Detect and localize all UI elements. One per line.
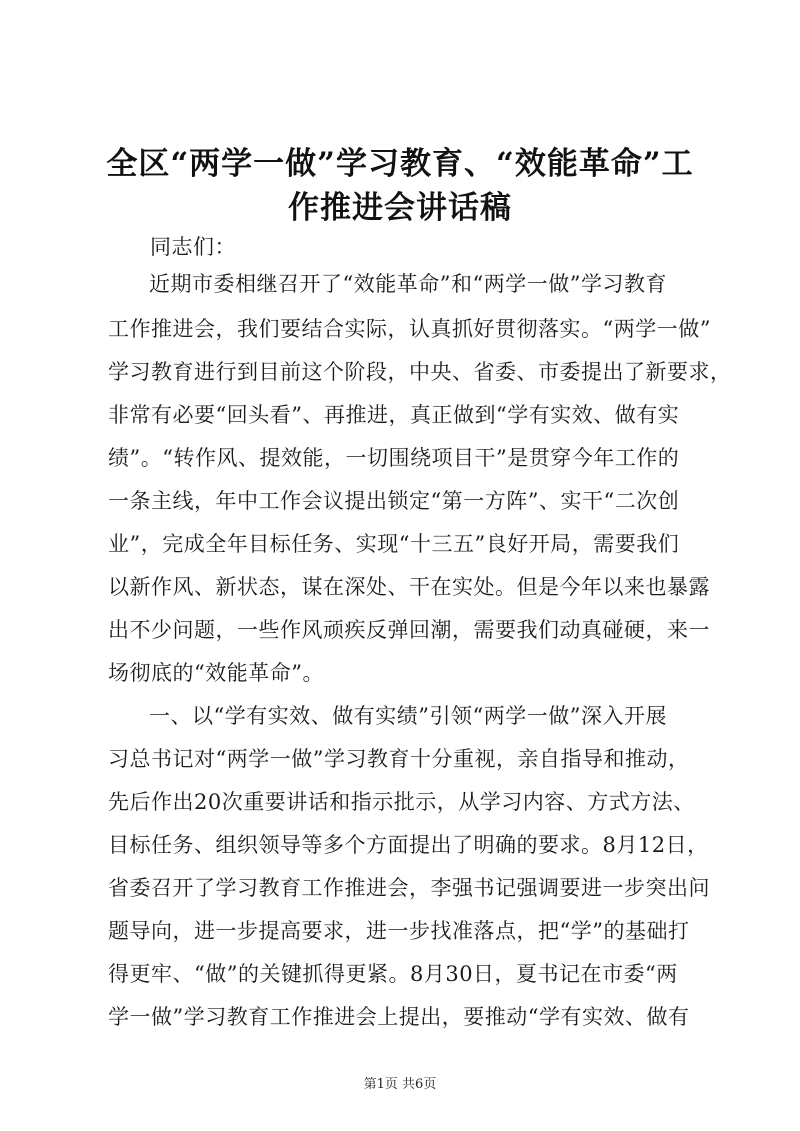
body-line: 场彻底的“效能革命”。 [108, 661, 324, 685]
body-line: 学习教育进行到目前这个阶段，中央、省委、市委提出了新要求， [108, 360, 732, 384]
body-line: 工作推进会，我们要结合实际，认真抓好贯彻落实。“两学一做” [108, 317, 711, 341]
body-line: 目标任务、组织领导等多个方面提出了明确的要求。8月12日， [108, 833, 709, 857]
body-line: 省委召开了学习教育工作推进会，李强书记强调要进一步突出问 [108, 876, 710, 900]
body-line: 出不少问题，一些作风顽疾反弹回潮，需要我们动真碰硬，来一 [108, 618, 710, 642]
body-line: 学一做”学习教育工作推进会上提出，要推动“学有实效、做有 [108, 1005, 690, 1029]
document-title [100, 142, 700, 230]
body-line: 绩”。“转作风、提效能，一切围绕项目干”是贯穿今年工作的 [108, 446, 680, 470]
body-line: 非常有必要“回头看”、再推进，真正做到“学有实效、做有实 [108, 403, 680, 427]
body-line: 题导向，进一步提高要求，进一步找准落点，把“学”的基础打 [108, 919, 690, 943]
title-line-2: 作推进会讲话稿 [288, 190, 512, 226]
body-line: 一条主线，年中工作会议提出锁定“第一方阵”、实干“二次创 [108, 489, 680, 513]
body-line: 以新作风、新状态，谋在深处、干在实处。但是今年以来也暴露 [108, 575, 710, 599]
greeting: 同志们： [150, 235, 236, 259]
body-line: 业”，完成全年目标任务、实现“十三五”良好开局，需要我们 [108, 532, 680, 556]
body-line: 先后作出20次重要讲话和指示批示，从学习内容、方式方法、 [108, 790, 695, 814]
body-line: 习总书记对“两学一做”学习教育十分重视，亲自指导和推动， [108, 747, 690, 771]
page-footer: 第1页 共6页 [363, 1077, 437, 1092]
title-line-1: 全区“两学一做”学习教育、“效能革命”工 [106, 146, 694, 182]
body-line: 得更牢、“做”的关键抓得更紧。8月30日，夏书记在市委“两 [108, 962, 678, 986]
body-line: 近期市委相继召开了“效能革命”和“两学一做”学习教育 [149, 272, 667, 296]
section-heading: 一、以“学有实效、做有实绩”引领“两学一做”深入开展 [149, 704, 667, 728]
